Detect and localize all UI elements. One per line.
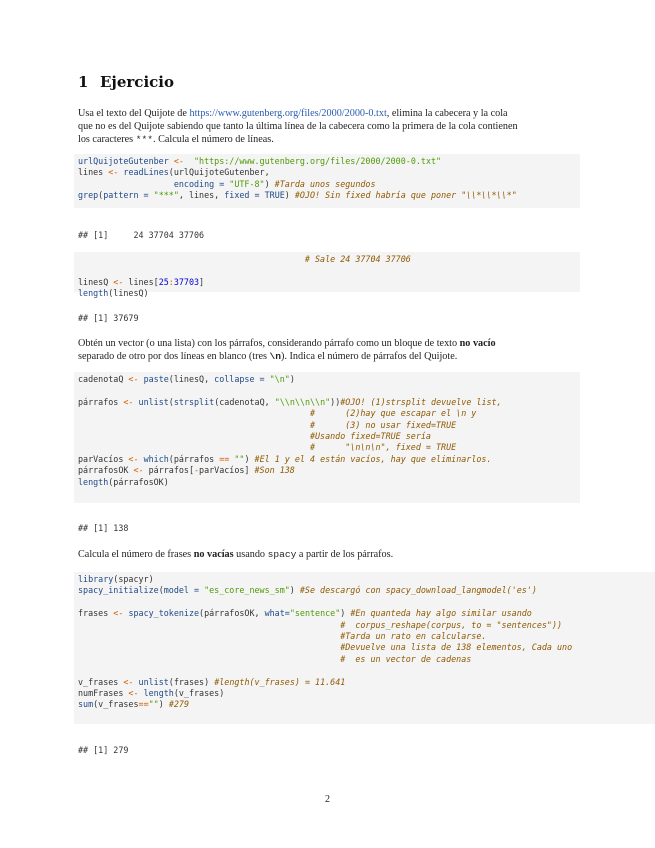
code-line: #Devuelve una lista de 138 elementos, Cada uno <box>78 642 573 653</box>
code-block-3 <box>74 372 580 503</box>
para-bold: no vacías <box>193 549 234 560</box>
code-line: grep(pattern = "***", lines, fixed = TRUE) #OJO! Sin fixed habría que poner "\\*\\*\\*" <box>78 190 517 201</box>
code-line <box>78 385 580 396</box>
code-output-4: ## [1] 279 <box>78 745 129 755</box>
code-line: v_frases <- unlist(frases) #length(v_frases) = 11.641 <box>78 676 346 687</box>
para-text: que no es del Quijote sabiendo que tanto la última línea de la cabecera como la primera de la cola contienen <box>78 121 518 133</box>
code-line: # Sale 24 37704 37706 <box>78 254 411 264</box>
code-line: #Usando fixed=TRUE sería <box>78 430 431 441</box>
code-block-1 <box>74 154 580 208</box>
gutenberg-link[interactable]: https://www.gutenberg.org/files/2000/2000-0.txt <box>189 108 387 119</box>
code-line: library(spacyr) <box>78 574 154 584</box>
inline-code: spacy <box>267 549 297 560</box>
para-bold: no vacío <box>459 338 496 349</box>
paragraph-frases <box>78 548 578 561</box>
code-output-2: ## [1] 37679 <box>78 313 139 323</box>
para-text: ). Indica el número de párrafos del Quijote. <box>281 351 458 363</box>
code-line: # es un vector de cadenas <box>78 653 472 664</box>
para-text: Obtén un vector (o una lista) con los párrafos, considerando párrafo como un bloque de texto <box>78 338 460 349</box>
code-line: encoding = "UTF-8") #Tarda unos segundos <box>173 178 376 189</box>
code-line: cadenotaQ <- paste(linesQ, collapse = "\n") <box>78 374 295 384</box>
paragraph-intro <box>78 107 578 147</box>
para-text: Usa el texto del Quijote de <box>78 108 190 119</box>
code-line: # (2)hay que escapar el \n y <box>78 408 477 419</box>
code-line: # corpus_reshape(corpus, to = "sentences")) <box>78 619 563 630</box>
section-title: Ejercicio <box>100 73 174 91</box>
code-output-1: ## [1] 24 37704 37706 <box>78 230 205 240</box>
code-line: length(párrafosOK) <box>78 476 169 487</box>
para-text: a partir de los párrafos. <box>296 549 394 560</box>
code-line: parVacíos <- which(párrafos == "") #El 1 y el 4 están vacíos, hay que eliminarlos. <box>78 453 492 464</box>
code-line: numFrases <- length(v_frases) <box>78 687 225 698</box>
code-line: sum(v_frases=="") #279 <box>78 699 189 710</box>
section-number: 1 <box>78 73 89 91</box>
inline-code: \n <box>269 351 282 363</box>
para-text: Calcula el número de frases <box>78 549 194 560</box>
code-line: frases <- spacy_tokenize(párrafosOK, what="sentence") #En quanteda hay algo similar usando <box>78 608 532 619</box>
code-line: length(linesQ) <box>78 288 149 299</box>
page-number: 2 <box>325 794 330 805</box>
code-line: #Tarda un rato en calcularse. <box>78 630 487 641</box>
code-line: linesQ <- lines[25:37703] <box>78 276 205 287</box>
code-line: # (3) no usar fixed=TRUE <box>78 419 457 430</box>
inline-code: *** <box>135 134 153 146</box>
code-line: párrafos <- unlist(strsplit(cadenotaQ, "\\n\\n\\n"))#OJO! (1)strsplit devuelve list, <box>78 396 502 407</box>
para-text: separado de otro por dos líneas en blanco (tres <box>78 351 270 363</box>
code-line: lines <- readLines(urlQuijoteGutenber, <box>78 167 270 178</box>
para-text: , elimina la cabecera y la cola <box>386 108 508 119</box>
para-text: . Calcula el número de líneas. <box>152 134 274 146</box>
code-line: urlQuijoteGutenber <- "https://www.gutenberg.org/files/2000/2000-0.txt" <box>78 156 442 166</box>
code-line: # "\n\n\n", fixed = TRUE <box>78 442 457 453</box>
code-output-3: ## [1] 138 <box>78 523 129 533</box>
code-line <box>78 265 580 276</box>
code-line <box>78 665 655 676</box>
paragraph-parrafos <box>78 337 578 363</box>
code-line <box>78 597 655 608</box>
para-text: usando <box>233 549 268 560</box>
code-line: párrafosOK <- párrafos[-parVacíos] #Son 138 <box>78 465 295 476</box>
code-line: spacy_initialize(model = "es_core_news_sm") #Se descargó con spacy_download_langmodel('es') <box>78 585 537 596</box>
para-text: los caracteres <box>78 134 136 146</box>
section-heading <box>78 73 174 91</box>
code-block-2 <box>74 252 580 299</box>
code-block-4 <box>74 572 655 724</box>
